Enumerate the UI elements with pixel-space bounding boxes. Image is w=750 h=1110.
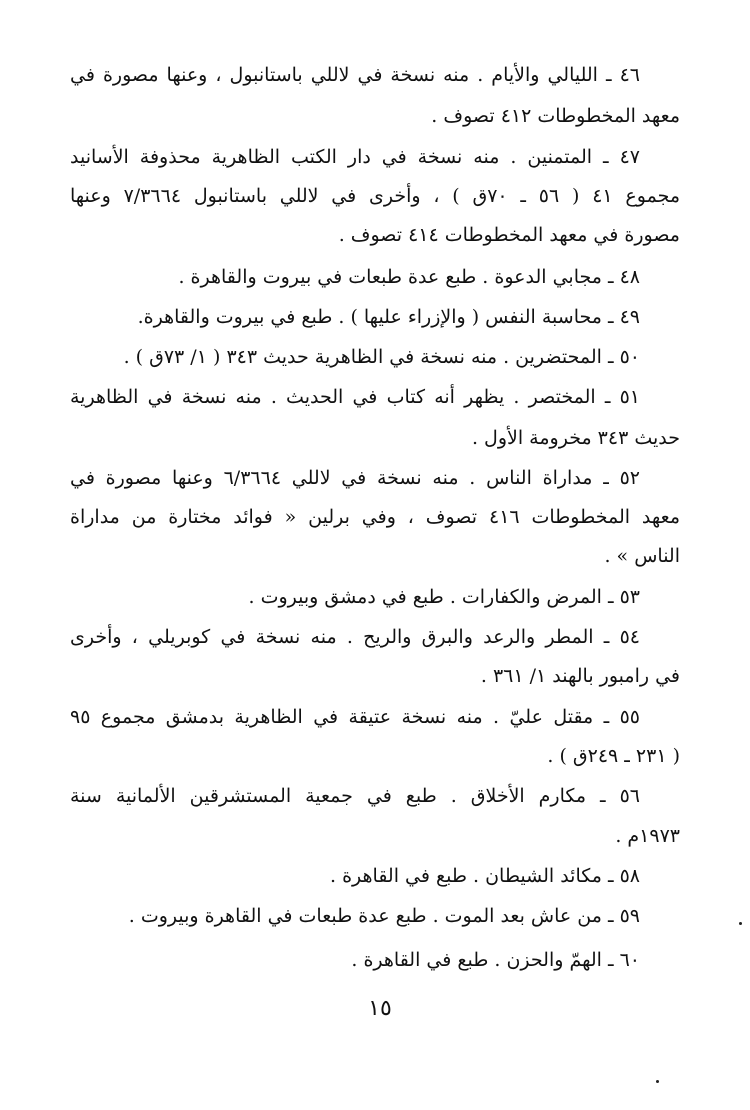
entry-58-line-1: ٥٨ ـ مكائد الشيطان . طبع في القاهرة . <box>330 865 640 887</box>
entry-56-line-1: ٥٦ ـ مكارم الأخلاق . طبع في جمعية المستشرقين الألمانية سنة <box>70 785 640 807</box>
entry-47-line-1: ٤٧ ـ المتمنين . منه نسخة في دار الكتب الظاهرية محذوفة الأسانيد <box>70 146 640 168</box>
scan-speck <box>739 922 742 925</box>
entry-52-line-2: معهد المخطوطات ٤١٦ تصوف ، وفي برلين « فوائد مختارة من مداراة <box>70 506 680 528</box>
entry-60-line-1: ٦٠ ـ الهمّ والحزن . طبع في القاهرة . <box>351 949 640 971</box>
entry-46-line-1: ٤٦ ـ الليالي والأيام . منه نسخة في لاللي باستانبول ، وعنها مصورة في <box>70 64 640 86</box>
entry-51-line-1: ٥١ ـ المختصر . يظهر أنه كتاب في الحديث . منه نسخة في الظاهرية <box>70 386 640 408</box>
entry-46-line-2: معهد المخطوطات ٤١٢ تصوف . <box>431 105 680 127</box>
entry-53-line-1: ٥٣ ـ المرض والكفارات . طبع في دمشق وبيروت . <box>248 586 640 608</box>
entry-47-line-3: مصورة في معهد المخطوطات ٤١٤ تصوف . <box>338 224 680 246</box>
entry-55-line-2: ( ٢٣١ ـ ٢٤٩ق ) . <box>547 745 680 767</box>
entry-50-line-1: ٥٠ ـ المحتضرين . منه نسخة في الظاهرية حديث ٣٤٣ ( ١/ ٧٣ق ) . <box>123 346 640 368</box>
entry-59-line-1: ٥٩ ـ من عاش بعد الموت . طبع عدة طبعات في القاهرة وبيروت . <box>128 905 640 927</box>
entry-49-line-1: ٤٩ ـ محاسبة النفس ( والإزراء عليها ) . طبع في بيروت والقاهرة. <box>137 306 640 328</box>
scan-speck <box>656 1080 659 1083</box>
entry-55-line-1: ٥٥ ـ مقتل عليّ . منه نسخة عتيقة في الظاهرية بدمشق مجموع ٩٥ <box>70 706 640 728</box>
entry-48-line-1: ٤٨ ـ مجابي الدعوة . طبع عدة طبعات في بيروت والقاهرة . <box>178 266 640 288</box>
entry-51-line-2: حديث ٣٤٣ مخرومة الأول . <box>471 427 680 449</box>
entry-54-line-2: في رامبور بالهند ١/ ٣٦١ . <box>480 665 680 687</box>
entry-56-line-2: ١٩٧٣م . <box>615 825 680 847</box>
entry-52-line-3: الناس » . <box>604 545 680 567</box>
entry-47-line-2: مجموع ٤١ ( ٥٦ ـ ٧٠ق ) ، وأخرى في لاللي باستانبول ٧/٣٦٦٤ وعنها <box>70 185 680 207</box>
entry-54-line-1: ٥٤ ـ المطر والرعد والبرق والريح . منه نسخة في كوبريلي ، وأخرى <box>70 626 640 648</box>
entry-52-line-1: ٥٢ ـ مداراة الناس . منه نسخة في لاللي ٦/٣٦٦٤ وعنها مصورة في <box>70 467 640 489</box>
page-number: ١٥ <box>368 996 392 1021</box>
